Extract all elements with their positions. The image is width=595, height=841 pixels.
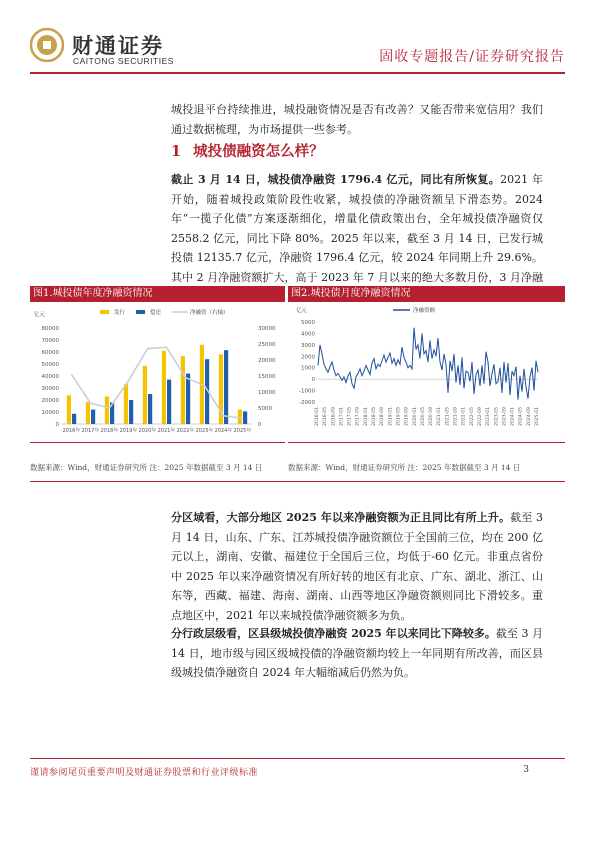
- y-tick-label-left: 30000: [41, 386, 59, 392]
- x-tick-label: 2023-09: [502, 407, 508, 426]
- legend-swatch: [136, 310, 145, 314]
- figure2-bottom-rule: [288, 442, 565, 443]
- x-tick-label: 2020-09: [429, 407, 435, 426]
- bar-repaid: [167, 380, 171, 424]
- company-name-en: CAITONG SECURITIES: [73, 56, 174, 66]
- bar-repaid: [148, 394, 152, 424]
- x-tick-label: 2019-05: [396, 407, 402, 426]
- bar-issued: [124, 384, 128, 424]
- y-tick-label: 3000: [301, 342, 315, 349]
- paragraph-regional: [171, 508, 543, 625]
- section-number: 1: [171, 143, 182, 160]
- y-tick-label-left: 20000: [41, 398, 59, 404]
- y-tick-label-right: 20000: [258, 358, 276, 364]
- x-tick-label: 2021-05: [445, 407, 451, 426]
- bar-issued: [238, 410, 242, 424]
- y-tick-label-right: 25000: [258, 342, 276, 348]
- x-tick-label: 2024年: [214, 428, 233, 434]
- y-tick-label-left: 80000: [41, 326, 59, 332]
- bar-issued: [143, 366, 147, 424]
- figure2-chart: [288, 302, 565, 440]
- monthly-net-financing-chart: [288, 302, 565, 440]
- document-type: 固收专题报告/证券研究报告: [379, 49, 565, 65]
- y-tick-label-right: 10000: [258, 390, 276, 396]
- bar-repaid: [91, 410, 95, 424]
- bar-issued: [105, 396, 109, 424]
- paragraph-admin-level: [171, 624, 543, 683]
- intro-paragraph: 城投退平台持续推进，城投融资情况是否有改善？又能否带来宽信用？我们通过数据梳理，为市场提供一些参考。: [171, 103, 543, 136]
- figure1-title: 图1.城投债年度净融资情况: [30, 286, 285, 302]
- y-axis-unit: 亿元: [296, 308, 308, 314]
- x-tick-label: 2016-05: [323, 407, 329, 426]
- x-tick-label: 2021年: [157, 428, 176, 434]
- x-tick-label: 2023-05: [494, 407, 500, 426]
- bar-issued: [67, 395, 71, 424]
- x-tick-label: 2016-01: [315, 407, 320, 426]
- bar-repaid: [224, 350, 228, 424]
- x-tick-label: 2020-05: [420, 407, 426, 426]
- footer-disclaimer: 谨请参阅尾页重要声明及财通证券股票和行业评级标准: [30, 768, 259, 778]
- x-tick-label: 2025-01: [535, 407, 540, 426]
- x-tick-label: 2024-01: [510, 407, 516, 426]
- x-tick-label: 2019-01: [388, 407, 394, 426]
- figure1-bottom-rule: [30, 442, 285, 443]
- x-tick-label: 2017-01: [339, 407, 345, 426]
- x-tick-label: 2018-01: [363, 407, 369, 426]
- y-tick-label: 2000: [301, 354, 315, 361]
- x-tick-label: 2016-09: [331, 407, 337, 426]
- x-tick-label: 2020-01: [412, 407, 418, 426]
- x-tick-label: 2019年: [119, 428, 138, 434]
- section-heading: [171, 140, 324, 161]
- figure1-source: 数据来源：Wind，财通证券研究所 注：2025 年数据截至 3 月 14 日: [30, 463, 263, 472]
- header-divider: [30, 72, 565, 74]
- y-tick-label: 0: [311, 377, 315, 384]
- figure2-source: 数据来源：Wind，财通证券研究所 注：2025 年数据截至 3 月 14 日: [288, 463, 521, 472]
- bar-repaid: [243, 411, 247, 424]
- legend-label: 净融资额: [413, 308, 436, 314]
- x-tick-label: 2022-05: [469, 407, 475, 426]
- line-net-financing: [72, 347, 243, 418]
- x-tick-label: 2022-09: [477, 407, 483, 426]
- y-tick-label-left: 10000: [41, 410, 59, 416]
- x-tick-label: 2016年: [62, 428, 81, 434]
- x-tick-label: 2022年: [176, 428, 195, 434]
- paragraph-lead: 分行政层级看，区县级城投债净融资 2025 年以来同比下降较多。: [171, 627, 496, 640]
- y-tick-label: 1000: [301, 365, 315, 372]
- y-tick-label-left: 40000: [41, 374, 59, 380]
- legend-label: 偿还: [150, 310, 162, 316]
- x-tick-label: 2022-01: [461, 407, 467, 426]
- x-tick-label: 2024-09: [526, 407, 532, 426]
- y-tick-label-left: 70000: [41, 338, 59, 344]
- page-number: 3: [523, 765, 529, 775]
- paragraph-body: 2021 年开始，随着城投政策阶段性收紧，城投债的净融资额呈下滑态势。2024 年“一揽子化债”方案逐渐细化，增量化债政策出台，全年城投债净融资仅 2558.2 亿元，同比下降 80%。2025 年以来，截至 3 月 14 日，已发行城投债 12135.7 亿元，净融资 1796.4 亿元，较 2024 年同期上升 29.6%。其中 2 月净融资额扩大，高于 2023 年 7 月以来的绝大多数月份，3 月净融: [171, 173, 543, 284]
- bar-repaid: [186, 374, 190, 424]
- x-tick-label: 2021-01: [437, 407, 443, 426]
- annual-net-financing-chart: [30, 302, 285, 440]
- x-tick-label: 2021-09: [453, 407, 459, 426]
- x-tick-label: 2023年: [195, 428, 214, 434]
- bar-repaid: [72, 414, 76, 424]
- x-tick-label: 2017-05: [347, 407, 353, 426]
- paragraph-body: 截至 3 月 14 日，地市级与园区级城投债的净融资额均较上一年同期有所改善，而区县级城投债净融资自 2024 年大幅缩减后仍然为负。: [171, 627, 543, 679]
- y-tick-label-right: 15000: [258, 374, 276, 380]
- x-tick-label: 2024-05: [518, 407, 524, 426]
- y-axis-unit: 亿元: [34, 312, 46, 318]
- x-tick-label: 2018年: [100, 428, 119, 434]
- bar-issued: [181, 356, 185, 424]
- y-tick-label-left: 50000: [41, 362, 59, 368]
- x-tick-label: 2018-09: [380, 407, 386, 426]
- legend-label: 净融资（右轴）: [190, 310, 229, 316]
- line-monthly-net-financing: [318, 328, 538, 400]
- y-tick-label: -2000: [299, 400, 315, 406]
- x-tick-label: 2025年: [233, 428, 252, 434]
- paragraph-body: 截至 3 月 14 日，山东、广东、江苏城投债净融资额位于全国前三位，均在 200 亿元以上，湖南、安徽、福建位于全国后三位，均低于-60 亿元。非重点省份中 2025 年以来净融资情况有所好转的地区有北京、广东、湖北、浙江、山东等，西藏、福建、海南、湖南、山西等地区净融资额则同比下滑较多。重点地区中，2021 年以来城投债净融资额多为负。: [171, 511, 543, 622]
- section-title: 城投债融资怎么样？: [193, 143, 324, 160]
- company-name: 财通证券: [72, 34, 164, 58]
- y-tick-label-left: 0: [55, 422, 59, 428]
- y-tick-label: 5000: [301, 320, 315, 326]
- bar-issued: [86, 402, 90, 424]
- x-tick-label: 2019-09: [404, 407, 410, 426]
- footer-divider: [30, 758, 565, 759]
- x-tick-label: 2023-01: [486, 407, 492, 426]
- y-tick-label-right: 5000: [258, 406, 272, 412]
- bar-repaid: [129, 400, 133, 424]
- y-tick-label-right: 30000: [258, 326, 276, 332]
- figure2-title: 图2.城投债月度净融资情况: [288, 286, 565, 302]
- figures-divider: [30, 481, 565, 482]
- bar-issued: [162, 351, 166, 424]
- paragraph-lead: 截止 3 月 14 日，城投债净融资 1796.4 亿元，同比有所恢复。: [171, 173, 501, 186]
- legend-swatch: [100, 310, 109, 314]
- x-tick-label: 2017-09: [355, 407, 361, 426]
- legend-label: 发行: [114, 310, 126, 316]
- figure1-chart: [30, 302, 285, 440]
- x-tick-label: 2018-05: [372, 407, 378, 426]
- x-tick-label: 2017年: [81, 428, 100, 434]
- x-tick-label: 2020年: [138, 428, 157, 434]
- y-tick-label: 4000: [301, 331, 315, 338]
- paragraph-lead: 分区域看，大部分地区 2025 年以来净融资额为正且同比有所上升。: [171, 511, 511, 524]
- y-tick-label: -1000: [299, 388, 315, 395]
- company-logo-icon: [30, 28, 64, 62]
- y-tick-label-right: 0: [258, 422, 262, 428]
- y-tick-label-left: 60000: [41, 350, 59, 356]
